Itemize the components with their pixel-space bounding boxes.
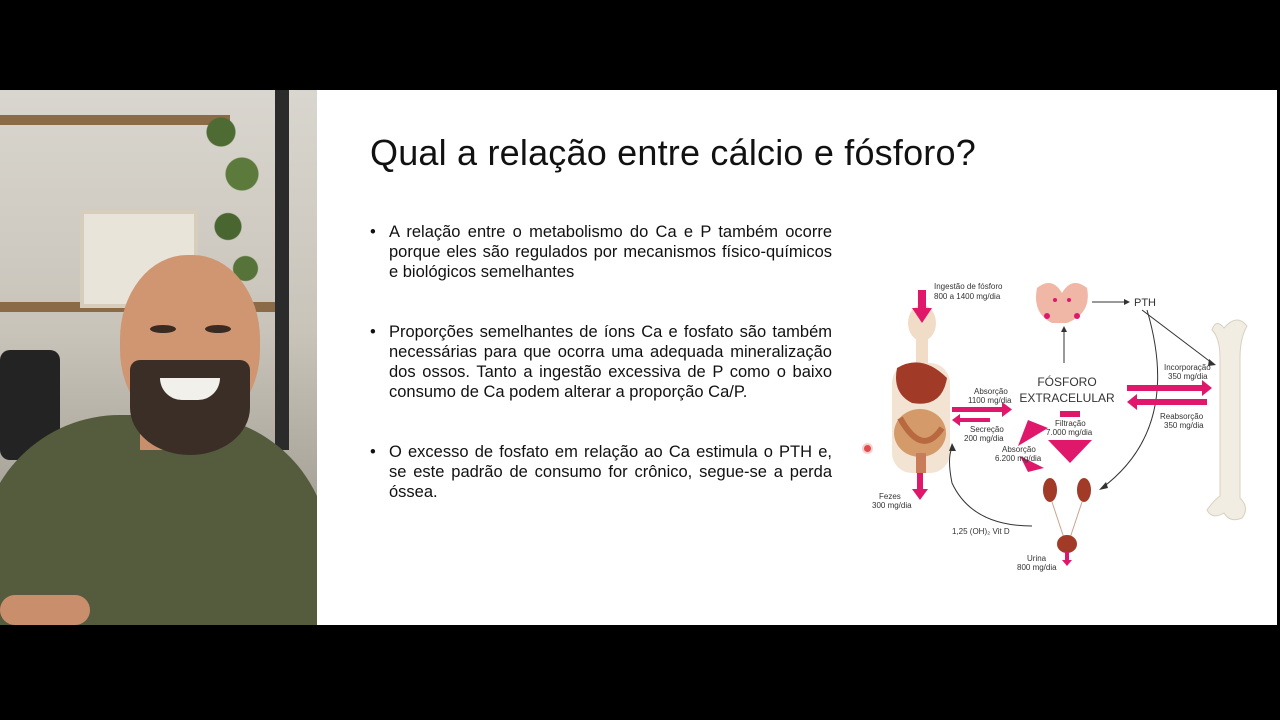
digestive-tract-illustration [892,362,950,473]
reabsorption-value: 350 mg/dia [1164,421,1204,430]
urine-value: 800 mg/dia [1017,563,1057,572]
presenter-eye-right [205,325,231,333]
absorption-label: Absorção [974,387,1008,396]
extracellular-phosphorus-line2: EXTRACELULAR [1019,391,1115,405]
shelf-post [275,90,289,450]
reabsorption-label: Reabsorção [1160,412,1204,421]
secretion-label: Secreção [970,425,1004,434]
bullet-item: • A relação entre o metabolismo do Ca e P também ocorre porque eles são regulados por mecanismos físico-químicos e biológicos semelhantes [370,222,832,282]
thyroid-illustration [1036,283,1088,323]
feces-arrow [912,473,928,500]
pth-label: PTH [1134,297,1156,309]
presentation-slide [317,90,1277,625]
presenter-beard [130,360,250,455]
feces-label: Fezes [879,492,901,501]
presenter-eye-left [150,325,176,333]
ingestion-label: Ingestão de fósforo [934,282,1003,291]
presenter-webcam [0,90,317,625]
presenter-hand [0,595,90,625]
feces-value: 300 mg/dia [872,501,912,510]
ingestion-value: 800 a 1400 mg/dia [934,292,1001,301]
extracellular-phosphorus-line1: FÓSFORO [1037,375,1097,389]
phosphorus-metabolism-diagram [852,268,1272,578]
shelf-top [0,115,230,125]
kidneys-illustration [1043,478,1091,566]
reabsorption-arrow [1127,394,1207,410]
absorption-value: 1100 mg/dia [968,396,1012,405]
incorporation-arrow [1127,380,1212,396]
renal-absorption-label: Absorção [1002,445,1036,454]
slide-title: Qual a relação entre cálcio e fósforo? [370,132,976,173]
incorporation-value: 350 mg/dia [1168,372,1208,381]
bullet-list [370,222,832,542]
incorporation-label: Incorporação [1164,363,1211,372]
secretion-value: 200 mg/dia [964,434,1004,443]
bone-illustration [1207,320,1247,520]
urine-label: Urina [1027,554,1047,563]
bullet-item: • O excesso de fosfato em relação ao Ca estimula o PTH e, se este padrão de consumo for crônico, segue-se a perda óssea. [370,442,832,502]
bullet-item: • Proporções semelhantes de íons Ca e fosfato são também necessárias para que ocorra uma adequada mineralização dos ossos. Tanto a ingestão excessiva de P como o baixo consumo de Ca podem alterar a proporção Ca/P. [370,322,832,402]
filtration-label: Filtração [1055,419,1086,428]
renal-absorption-value: 6.200 mg/dia [995,454,1042,463]
vitamin-d-label: 1,25 (OH)₂ Vit D [952,527,1010,536]
filtration-value: 7.000 mg/dia [1046,428,1093,437]
